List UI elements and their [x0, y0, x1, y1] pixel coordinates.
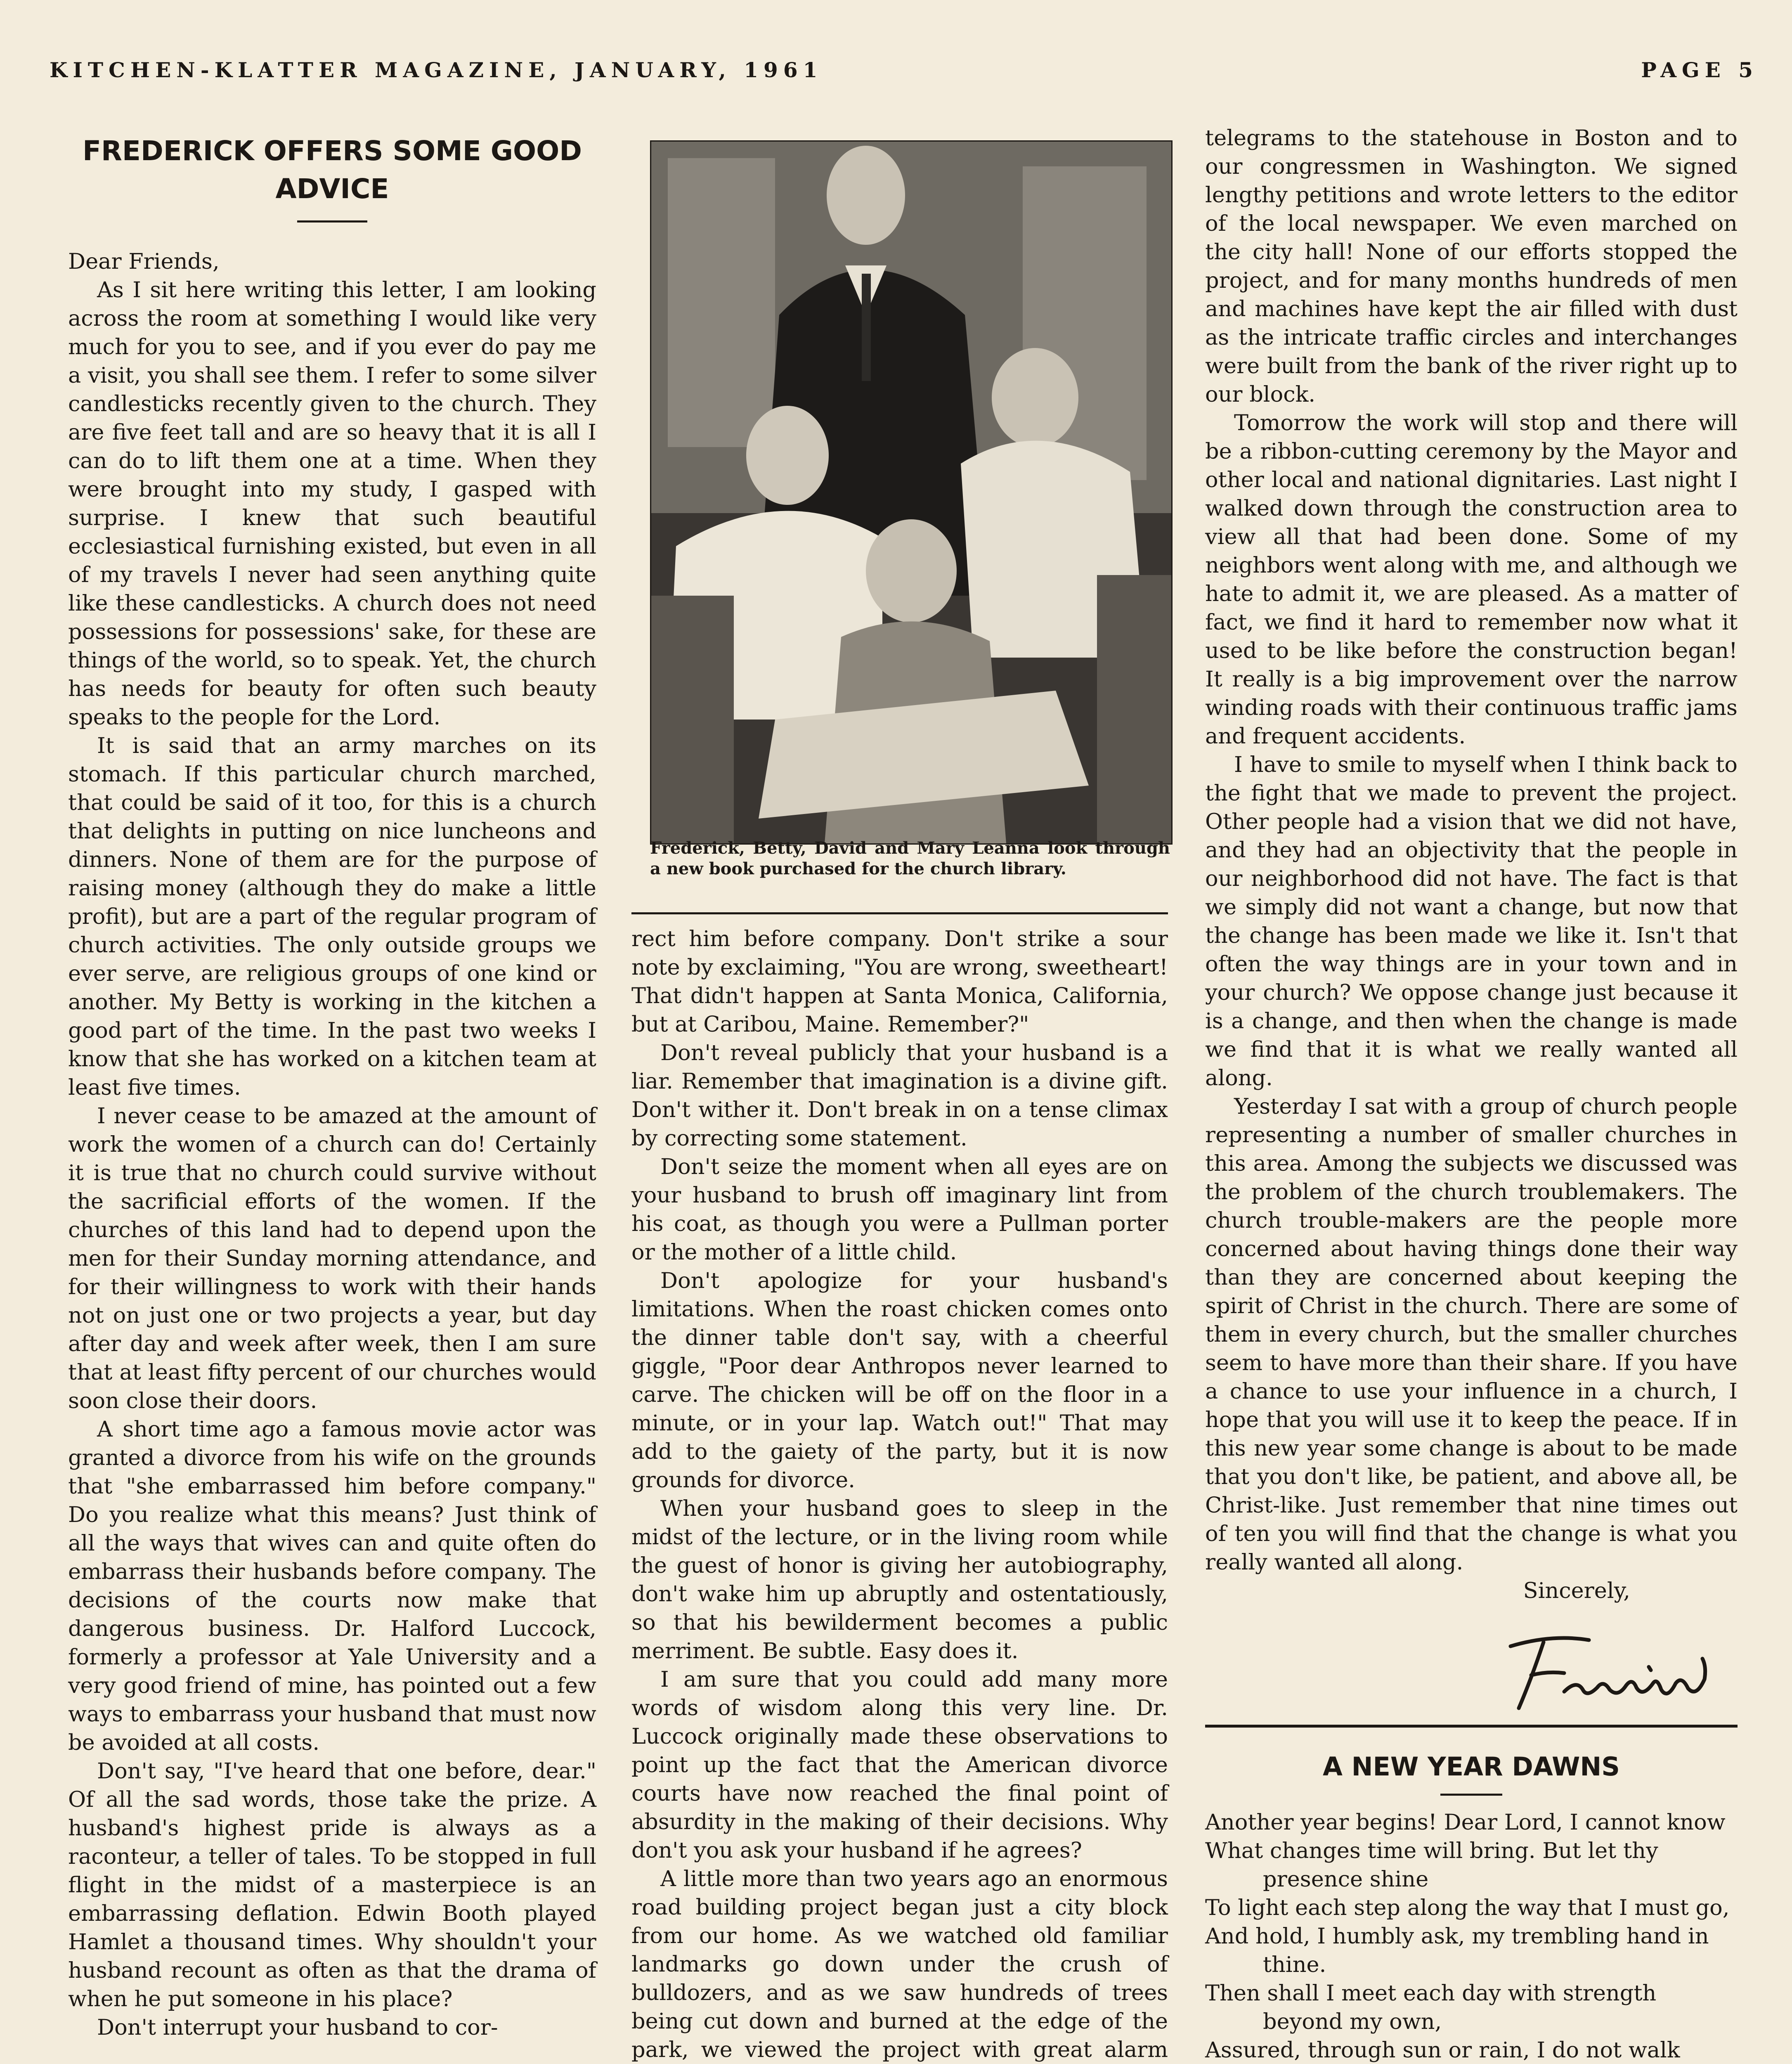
- paragraph: I never cease to be amazed at the amount of work the women of a church can do! Certainly it is true that no church could survive without the sacrificial efforts of the women. If the churches of this land had to depend upon the men for their Sunday morning attendance, and for their willingness to work with their hands not on just one or two projects a year, but day after day and week after week, then I am sure that at least fifty percent of our churches would soon close their doors.: [68, 1103, 596, 1413]
- poem-title-divider: [1440, 1794, 1502, 1796]
- family-photo: [650, 140, 1173, 845]
- paragraph: Don't apologize for your husband's limitations. When the roast chicken comes onto the dinner table don't say, with a cheerful giggle, "Poor dear Anthropos never learned to carve. The chicken will be off on the floor in a minute, or in your lap. Watch out!" That may add to the gaiety of the party, but it is now grounds for divorce.: [631, 1268, 1168, 1493]
- paragraph: Don't say, "I've heard that one before, dear." Of all the sad words, those take the prize. A husband's highest pride is always as a raconteur, a teller of tales. To be stopped in full flight in the midst of a masterpiece is an embarrassing deflation. Edwin Booth played Hamlet a thousand times. Why shouldn't your husband recount as often as that the drama of when he put someone in his place?: [68, 1759, 596, 2012]
- photo-caption: Frederick, Betty, David and Mary Leanna look through a new book purchased for the church library.: [650, 838, 1170, 878]
- paragraph: I have to smile to myself when I think back to the fight that we made to prevent the project. Other people had a vision that we did not have, and they had an objectivity that the people in our neighborhood did not have. The fact is that we simply did not want a change, but now that the change has been made we like it. Isn't that often the way things are in your town and in your church? We oppose change just because it is a change, and then when the change is made we find that it is what we really wanted all along.: [1205, 752, 1738, 1091]
- poem-line: Assured, through sun or rain, I do not walk: [1205, 2038, 1680, 2063]
- masthead: KITCHEN-KLATTER MAGAZINE, JANUARY, 1961: [50, 58, 823, 82]
- column-1: [68, 124, 596, 2042]
- paragraph: A short time ago a famous movie actor was granted a divorce from his wife on the grounds that "she embarrassed him before company." Do you realize what this means? Just think of all the ways that wives can and quite often do embarrass their husbands before company. The decisions of the courts now make that dangerous business. Dr. Halford Luccock, formerly a professor at Yale University and a very good friend of mine, has pointed out a few ways to embarrass your husband that must now be avoided at all costs.: [68, 1417, 596, 1755]
- column-2: [631, 925, 1168, 2064]
- paragraph: Don't interrupt your husband to cor-: [97, 2015, 498, 2040]
- article-title: FREDERICK OFFERS SOME GOOD ADVICE: [82, 135, 582, 205]
- paragraph: When your husband goes to sleep in the midst of the lecture, or in the living room while the guest of honor is giving her autobiography, don't wake him up abruptly and ostentatiously, so that his bewilderment becomes a public merriment. Be subtle. Easy does it.: [631, 1496, 1168, 1664]
- column-3: [1205, 124, 1738, 2064]
- closing: Sincerely,: [1523, 1578, 1630, 1603]
- paragraph: Don't reveal publicly that your husband is a liar. Remember that imagination is a divine gift. Don't wither it. Don't break in on a tense climax by correcting some statement.: [631, 1040, 1168, 1151]
- paragraph: I am sure that you could add many more words of wisdom along this very line. Dr. Luccock originally made these observations to point up the fact that the American divorce courts have now reached the final point of absurdity in the making of their decisions. Why don't you ask your husband if he agrees?: [631, 1667, 1168, 1863]
- poem-line: And hold, I humbly ask, my trembling hand in thine.: [1205, 1924, 1709, 1977]
- page-header: [50, 58, 1758, 111]
- paragraph: rect him before company. Don't strike a sour note by exclaiming, "You are wrong, sweetheart! That didn't happen at Santa Monica, California, but at Caribou, Maine. Remember?": [631, 926, 1168, 1037]
- paragraph: Tomorrow the work will stop and there will be a ribbon-cutting ceremony by the Mayor and other local and national dignitaries. Last night I walked down through the construction area to view all that had been done. Some of my neighbors went along with me, and although we hate to admit it, we are pleased. As a matter of fact, we find it hard to remember now what it used to be like before the construction began! It really is a big improvement over the narrow winding roads with their continuous traffic jams and frequent accidents.: [1205, 410, 1738, 749]
- paragraph: As I sit here writing this letter, I am looking across the room at something I would like very much for you to see, and if you ever do pay me a visit, you shall see them. I refer to some silver candlesticks recently given to the church. They are five feet tall and are so heavy that it is all I can do to lift them one at a time. When they were brought into my study, I gasped with surprise. I knew that such beautiful ecclesiastical furnishing existed, but even in all of my travels I never had seen anything quite like these candlesticks. A church does not need possessions for possessions' sake, for these are things of the world, so to speak. Yet, the church has needs for beauty for often such beauty speaks to the people for the Lord.: [68, 277, 596, 730]
- caption-divider: [631, 912, 1168, 914]
- poem-line: Another year begins! Dear Lord, I cannot know: [1205, 1810, 1726, 1835]
- paragraph: Don't seize the moment when all eyes are on your husband to brush off imaginary lint from his coat, as though you were a Pullman porter or the mother of a little child.: [631, 1154, 1168, 1265]
- poem-line: What changes time will bring. But let thy presence shine: [1205, 1838, 1658, 1892]
- poem-line: To light each step along the way that I must go,: [1205, 1895, 1730, 1920]
- signature: [1205, 1613, 1738, 1721]
- poem-divider: [1205, 1725, 1738, 1728]
- paragraph: Yesterday I sat with a group of church people representing a number of smaller churches in this area. Among the subjects we discussed was the problem of the church troublemakers. The church trouble-makers are the people more concerned about having things done their way than they are concerned about keeping the spirit of Christ in the church. There are some of them in every church, but the smaller churches seem to have more than their share. If you have a chance to use your influence in a church, I hope that you will use it to keep the peace. If in this new year some change is about to be made that you don't like, be patient, and above all, be Christ-like. Just remember that nine times out of ten you will find that the change is what you really wanted all along.: [1205, 1094, 1738, 1575]
- salutation: Dear Friends,: [68, 249, 220, 274]
- paragraph: It is said that an army marches on its stomach. If this particular church marched, that could be said of it too, for this is a church that delights in putting on nice luncheons and dinners. None of them are for the purpose of raising money (although they do make a little profit), but are a part of the regular program of church activities. The only outside groups we ever serve, are religious groups of one kind or another. My Betty is working in the kitchen a good part of the time. In the past two weeks I know that she has worked on a kitchen team at least five times.: [68, 733, 596, 1100]
- paragraph: telegrams to the statehouse in Boston and to our congressmen in Washington. We signed lengthy petitions and wrote letters to the editor of the local newspaper. We even marched on the city hall! None of our efforts stopped the project, and for many months hundreds of men and machines have kept the air filled with dust as the intricate traffic circles and interchanges were built from the bank of the river right up to our block.: [1205, 125, 1738, 407]
- page-number: PAGE 5: [1641, 58, 1758, 82]
- poem-line: Then shall I meet each day with strength beyond my own,: [1205, 1981, 1657, 2034]
- poem: [1205, 1808, 1738, 2064]
- paragraph: A little more than two years ago an enormous road building project began just a city block from our home. As we watched old familiar landmarks go down under the crush of bulldozers, and as we saw hundreds of trees being cut down and burned at the edge of the park, we viewed the project with great alarm: [631, 1866, 1168, 2062]
- title-divider: [297, 220, 367, 222]
- poem-title: A NEW YEAR DAWNS: [1323, 1752, 1620, 1782]
